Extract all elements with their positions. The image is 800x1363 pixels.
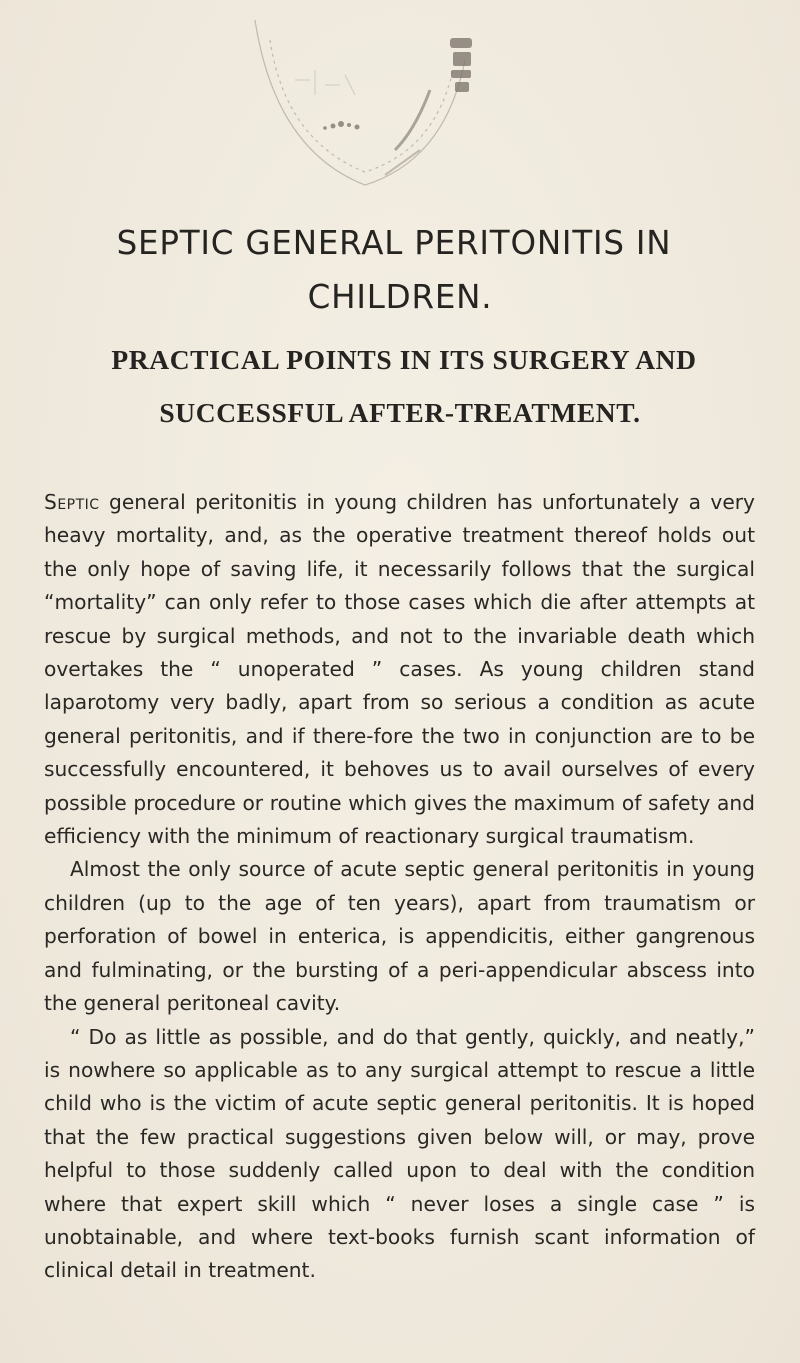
body-text — [44, 486, 755, 1288]
paragraph-2: Almost the only source of acute septic general peritonitis in young children (up to the age of ten years), apart from traumatism or perforation of bowel in enterica, is appendicitis, either gangrenous and fulminating, or the bursting of a peri-appendicular abscess into the general peritoneal cavity. — [44, 857, 755, 1016]
document-title-line-2: CHILDREN. — [307, 278, 493, 316]
paragraph-1 — [44, 486, 755, 853]
paragraph-3: “ Do as little as possible, and do that gently, quickly, and neatly,” is nowhere so applicable as to any surgical attempt to rescue a little child who is the victim of acute septic general peritonitis. It is hoped that the few practical suggestions given below will, or may, prove helpful to those suddenly called upon to deal with the condition where that expert skill which “ never loses a single case ” is unobtainable, and where text-books furnish scant information of clinical detail in treatment. — [44, 1024, 755, 1283]
paragraph-lead-word: Septic — [44, 490, 100, 514]
paragraph-1-text: general peritonitis in young children has unfortunately a very heavy mortality, and, as the operative treatment thereof holds out the only hope of saving life, it necessarily follows that the surgical “mortality” can only refer to those cases which die after attempts at rescue by surgical methods, and not to the invariable death which overtakes the “ unoperated ” cases. As young children stand laparotomy very badly, apart from so serious a condition as acute general peritonitis, and if there-fore the two in conjunction are to be successfully encountered, it behoves us to avail ourselves of every possible procedure or routine which gives the maximum of safety and efficiency with the minimum of reactionary surgical traumatism. — [44, 490, 755, 849]
document-title-line-1: SEPTIC GENERAL PERITONITIS IN — [116, 224, 672, 262]
document-subtitle-line-1: PRACTICAL POINTS IN ITS SURGERY AND — [111, 344, 697, 375]
document-subtitle-line-2: SUCCESSFUL AFTER-TREATMENT. — [159, 397, 641, 428]
library-stamp-icon — [215, 0, 495, 200]
